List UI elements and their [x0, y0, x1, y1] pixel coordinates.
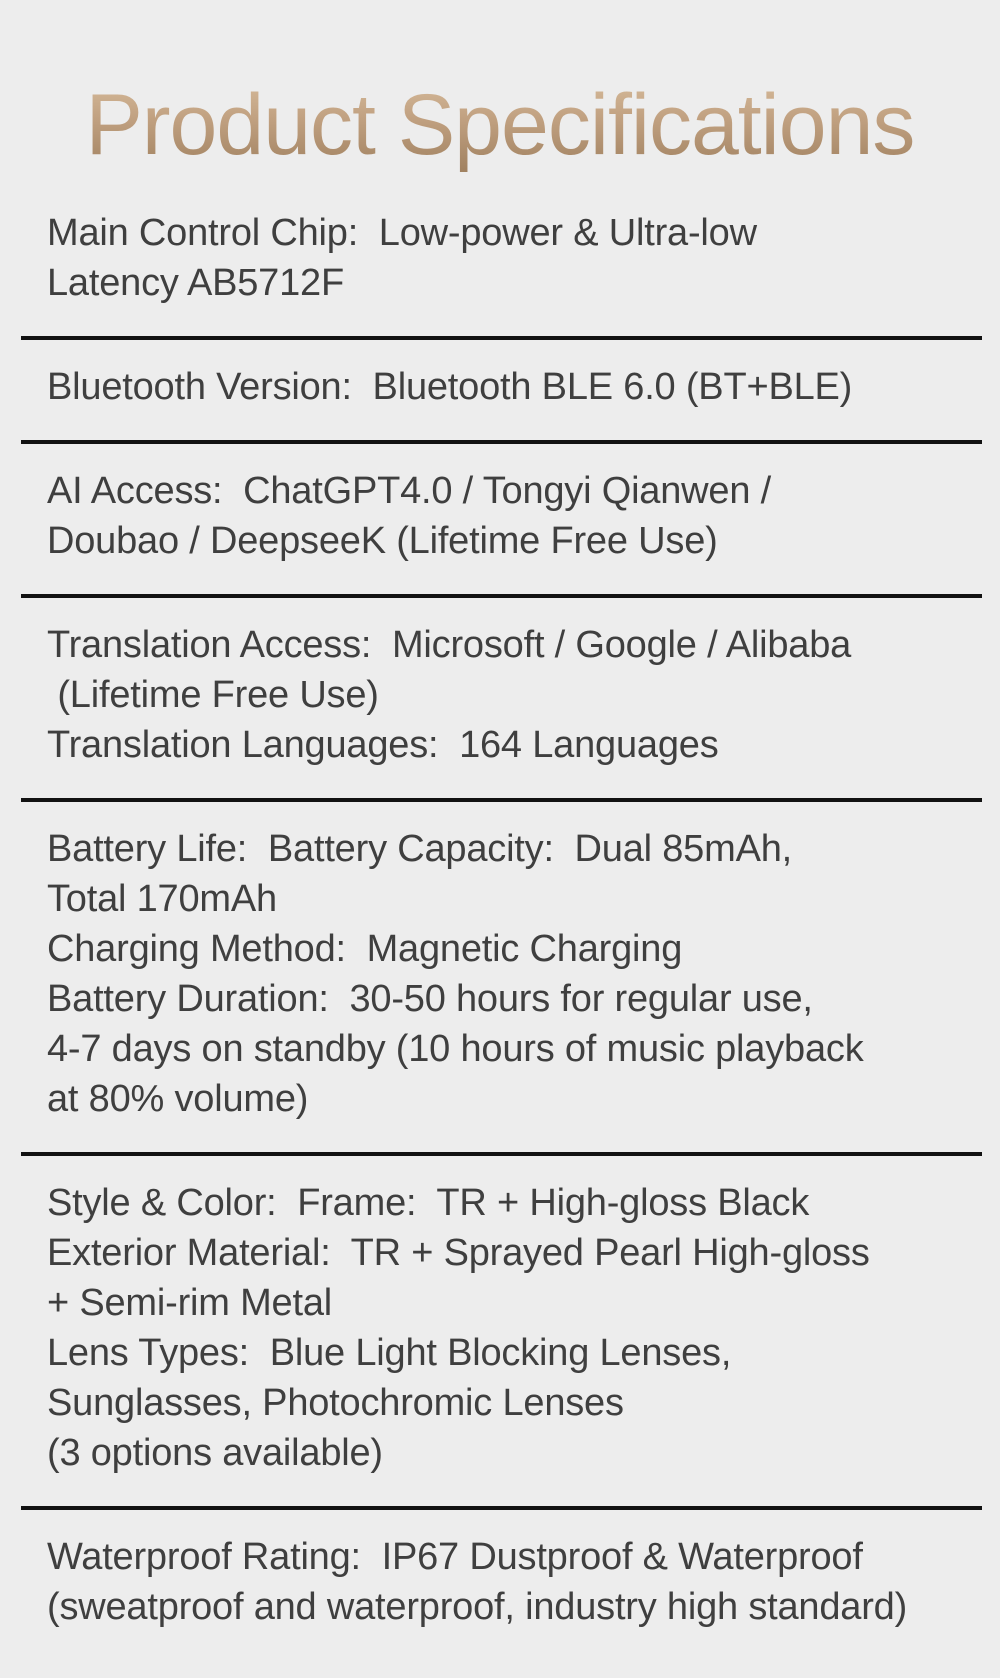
- spec-line: 4-7 days on standby (10 hours of music playback: [47, 1027, 864, 1070]
- section-divider: [21, 1506, 982, 1510]
- spec-line: Lens Types: Blue Light Blocking Lenses,: [47, 1331, 732, 1374]
- spec-line: Doubao / DeepseeK (Lifetime Free Use): [47, 519, 718, 562]
- spec-line: (3 options available): [47, 1431, 383, 1474]
- section-divider: [21, 1152, 982, 1156]
- spec-line: Main Control Chip: Low-power & Ultra-low: [47, 211, 757, 254]
- spec-line: Latency AB5712F: [47, 261, 344, 304]
- spec-line: Bluetooth Version: Bluetooth BLE 6.0 (BT+BLE): [47, 365, 853, 408]
- spec-section-main-control-chip: [0, 208, 1000, 308]
- spec-line: Style & Color: Frame: TR + High-gloss Black: [47, 1181, 810, 1224]
- section-divider: [21, 594, 982, 598]
- spec-line: (Lifetime Free Use): [47, 673, 379, 716]
- spec-line: (sweatproof and waterproof, industry high standard): [47, 1585, 908, 1628]
- spec-line: Exterior Material: TR + Sprayed Pearl High-gloss: [47, 1231, 870, 1274]
- spec-section-ai-access: [0, 466, 1000, 566]
- spec-line: AI Access: ChatGPT4.0 / Tongyi Qianwen /: [47, 469, 772, 512]
- spec-section-translation: [0, 620, 1000, 770]
- section-divider: [21, 336, 982, 340]
- spec-line: Sunglasses, Photochromic Lenses: [47, 1381, 624, 1424]
- spec-section-bluetooth-version: [0, 362, 1000, 412]
- spec-section-waterproof-rating: [0, 1532, 1000, 1632]
- spec-line: Translation Languages: 164 Languages: [47, 723, 719, 766]
- spec-line: at 80% volume): [47, 1077, 309, 1120]
- spec-line: Battery Duration: 30-50 hours for regular use,: [47, 977, 813, 1020]
- spec-section-style-color: [0, 1178, 1000, 1478]
- section-divider: [21, 440, 982, 444]
- spec-line: Waterproof Rating: IP67 Dustproof & Waterproof: [47, 1535, 863, 1578]
- spec-list: [0, 208, 1000, 1632]
- section-divider: [21, 798, 982, 802]
- page-title: Product Specifications: [0, 0, 1000, 176]
- spec-line: Battery Life: Battery Capacity: Dual 85mAh,: [47, 827, 793, 870]
- spec-line: Charging Method: Magnetic Charging: [47, 927, 683, 970]
- spec-line: + Semi-rim Metal: [47, 1281, 333, 1324]
- spec-line: Total 170mAh: [47, 877, 277, 920]
- spec-section-battery-life: [0, 824, 1000, 1124]
- spec-line: Translation Access: Microsoft / Google / Alibaba: [47, 623, 852, 666]
